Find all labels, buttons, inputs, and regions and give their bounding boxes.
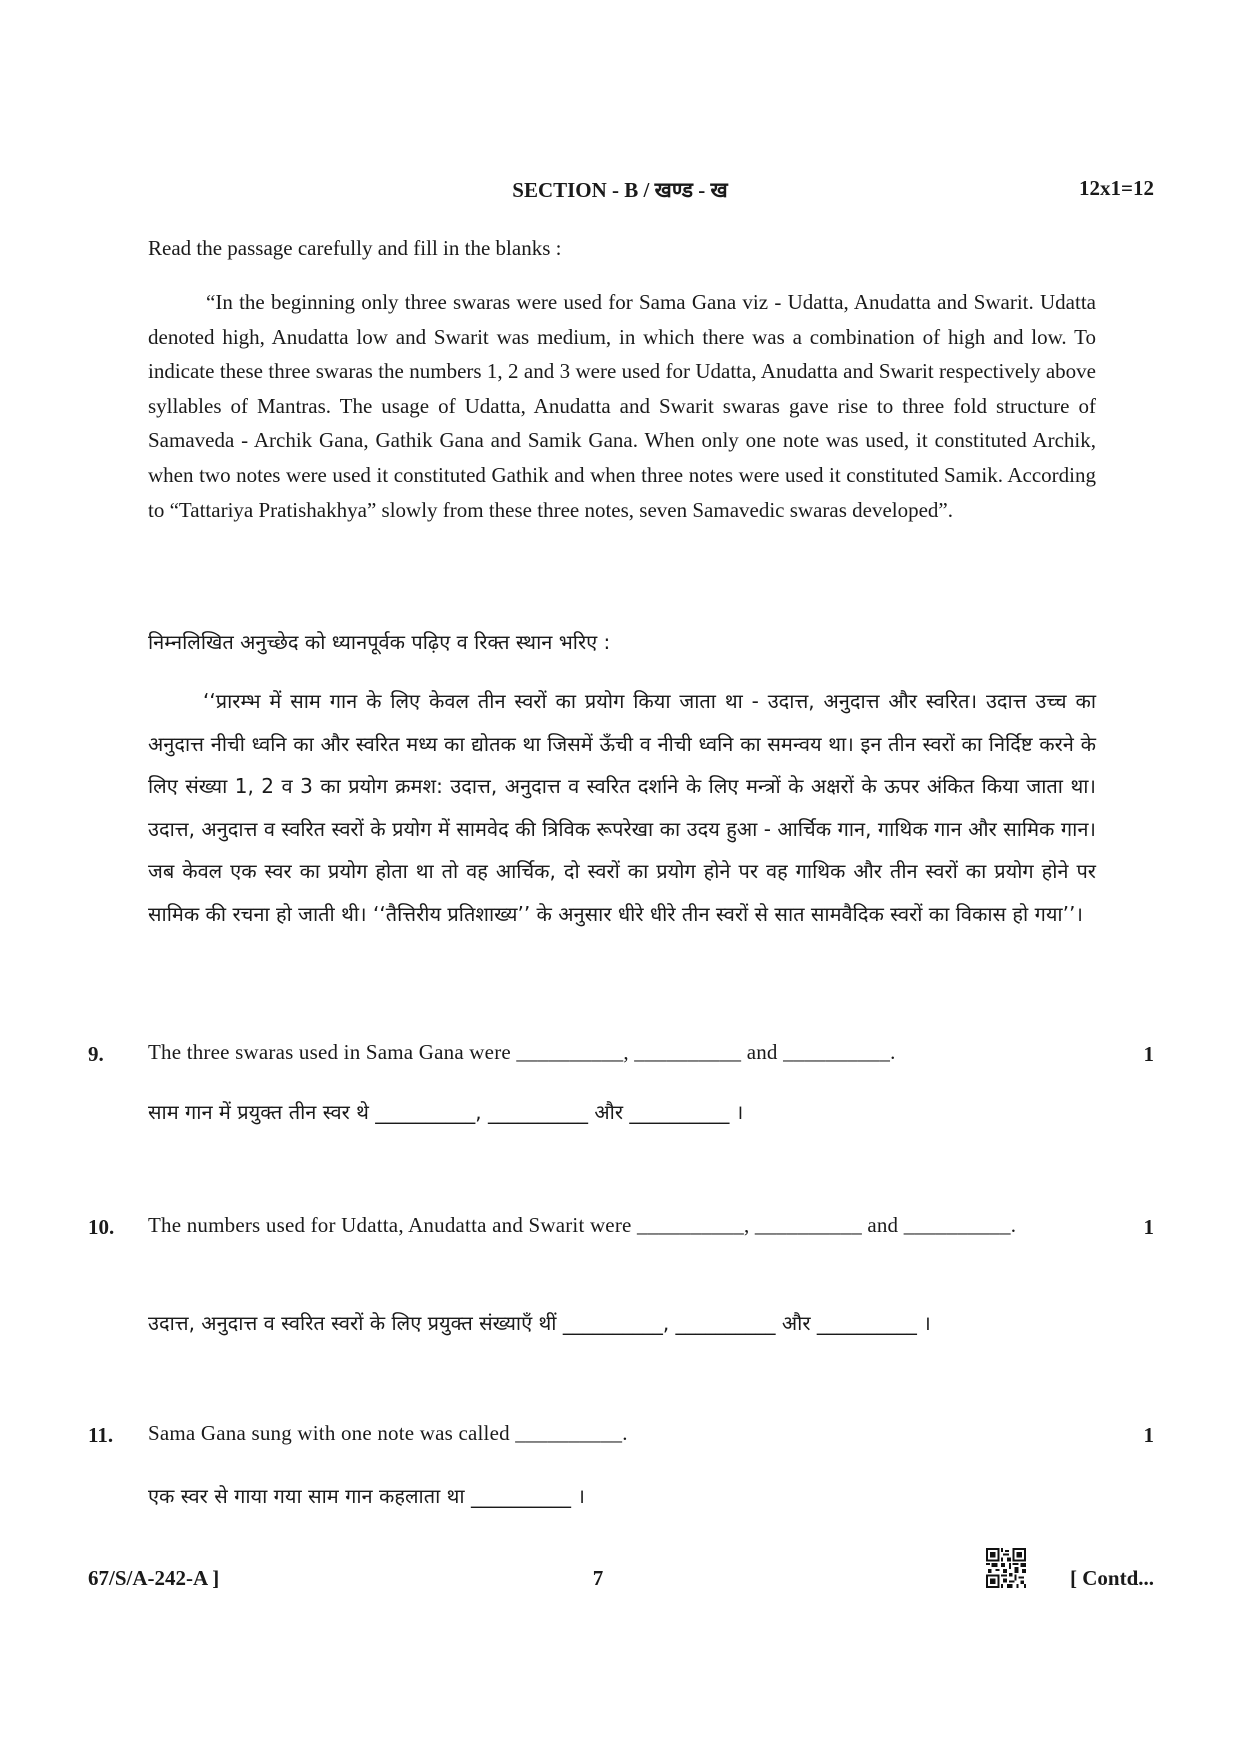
section-marks: 12x1=12 [1079,176,1154,200]
question-english: Sama Gana sung with one note was called __________. [148,1421,628,1445]
question-english: The three swaras used in Sama Gana were __________, __________ and __________. [148,1040,896,1064]
english-passage-text: “In the beginning only three swaras were used for Sama Gana viz - Udatta, Anudatta and Swarit. Udatta denoted high, Anudatta low and Swarit was medium, in which there was a combination of high and low. To indicate these three swaras the numbers 1, 2 and 3 were used for Udatta, Anudatta and Swarit respectively above syllables of Mantras. The usage of Udatta, Anudatta and Swarit swaras gave rise to three fold structure of Samaveda - Archik Gana, Gathik Gana and Samik Gana. When only one note was used, it constituted Archik, when two notes were used it constituted Gathik and when three notes were used it constituted Samik. According to “Tattariya Pratishakhya” slowly from these three notes, seven Samavedic swaras developed”. [148,290,1096,522]
section-title: SECTION - B / खण्ड - ख [512,178,728,202]
question-number: 10. [88,1215,115,1239]
question-marks: 1 [1143,1042,1154,1066]
hindi-passage-text: ‘‘प्रारम्भ में साम गान के लिए केवल तीन स्वरों का प्रयोग किया जाता था - उदात्त, अनुदात्त और स्वरित। उदात्त उच्च का अनुदात्त नीची ध्वनि का और स्वरित मध्य का द्योतक था जिसमें ऊँची व नीची ध्वनि का समन्वय था। इन तीन स्वरों का निर्दिष्ट करने के लिए संख्या 1, 2 व 3 का प्रयोग क्रमश: उदात्त, अनुदात्त व स्वरित दर्शाने के लिए मन्त्रों के अक्षरों के ऊपर अंकित किया जाता था। उदात्त, अनुदात्त व स्वरित स्वरों के प्रयोग में सामवेद की त्रिविक रूपरेखा का उदय हुआ - आर्चिक गान, गाथिक गान और सामिक गान। जब केवल एक स्वर का प्रयोग होता था तो वह आर्चिक, दो स्वरों का प्रयोग होने पर वह गाथिक और तीन स्वरों का प्रयोग होने पर सामिक की रचना हो जाती थी। ‘‘तैत्तिरीय प्रतिशाख्य’’ के अनुसार धीरे धीरे तीन स्वरों से सात सामवैदिक स्वरों का विकास हो गया’’। [148,689,1096,926]
question-english: The numbers used for Udatta, Anudatta and Swarit were __________, __________ and __________. [148,1213,1017,1237]
question-marks: 1 [1143,1423,1154,1447]
question-hindi: उदात्त, अनुदात्त व स्वरित स्वरों के लिए प्रयुक्त संख्याएँ थीं __________, __________ और __________ । [148,1311,931,1335]
question-hindi: साम गान में प्रयुक्त तीन स्वर थे __________, __________ और __________ । [148,1100,744,1124]
english-instruction: Read the passage carefully and fill in the blanks : [148,236,562,260]
question-number: 11. [88,1423,114,1447]
question-number: 9. [88,1042,104,1066]
continued-label: [ Contd... [1069,1566,1154,1590]
page-number: 7 [592,1566,604,1590]
qr-code-icon [986,1548,1026,1588]
hindi-instruction: निम्नलिखित अनुच्छेद को ध्यानपूर्वक पढ़िए व रिक्त स्थान भरिए : [148,630,611,654]
question-marks: 1 [1143,1215,1154,1239]
paper-code: 67/S/A-242-A ] [88,1566,220,1590]
question-hindi: एक स्वर से गाया गया साम गान कहलाता था __________ । [148,1484,585,1508]
english-passage [148,285,1096,527]
hindi-passage [148,680,1096,936]
